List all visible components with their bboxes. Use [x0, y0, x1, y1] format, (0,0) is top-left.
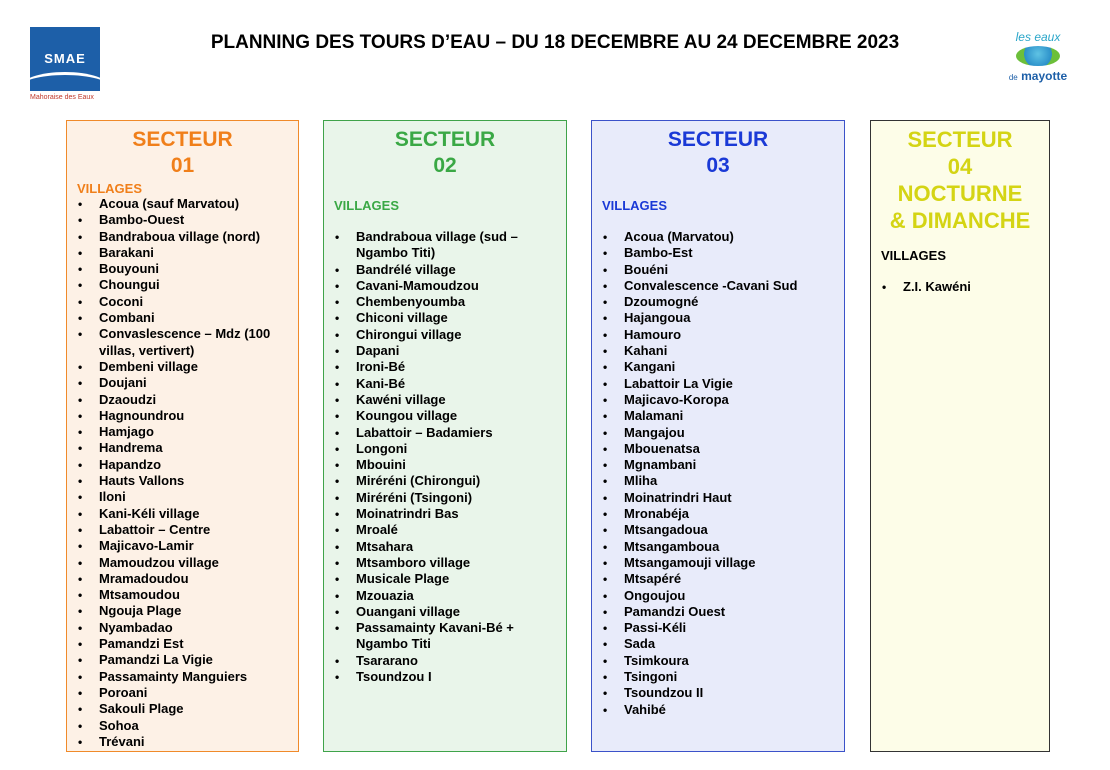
list-item: • Ironi-Bé	[324, 359, 566, 375]
sector-number: 03	[706, 154, 730, 177]
list-item: • Tsararano	[324, 653, 566, 669]
villages-label: VILLAGES	[881, 248, 947, 263]
list-item: • Mtsahara	[324, 539, 566, 555]
list-item: • Choungui	[67, 277, 298, 293]
list-item: • Passamainty Manguiers	[67, 669, 298, 685]
list-item: • Pamandzi La Vigie	[67, 652, 298, 668]
village-list	[592, 229, 844, 718]
list-item: • Bouéni	[592, 262, 844, 278]
logo-les-eaux-text: les eaux	[1015, 30, 1061, 44]
list-item: • Mangajou	[592, 425, 844, 441]
list-item: • Pamandzi Est	[67, 636, 298, 652]
list-item: • Mtsapéré	[592, 571, 844, 587]
sector-03-title	[592, 127, 844, 179]
list-item: • Dzaoudzi	[67, 392, 298, 408]
list-item: • Mtsamoudou	[67, 587, 298, 603]
list-item: • Chembenyoumba	[324, 294, 566, 310]
village-list	[871, 279, 1049, 295]
sector-01-panel	[66, 120, 299, 752]
list-item: • Doujani	[67, 375, 298, 391]
list-item: • Ongoujou	[592, 588, 844, 604]
list-item: • Bouyouni	[67, 261, 298, 277]
list-item: • Hapandzo	[67, 457, 298, 473]
sector-04-title	[871, 126, 1049, 234]
list-item: • Z.I. Kawéni	[871, 279, 1049, 295]
list-item: • Dapani	[324, 343, 566, 359]
list-item: • Poroani	[67, 685, 298, 701]
sector-title-line: SECTEUR	[907, 127, 1013, 152]
list-item: • Pamandzi Ouest	[592, 604, 844, 620]
list-item: • Mgnambani	[592, 457, 844, 473]
list-item: • Trévani	[67, 734, 298, 750]
sector-03-panel	[591, 120, 845, 752]
list-item: • Vahibé	[592, 702, 844, 718]
list-item: • Mliha	[592, 473, 844, 489]
list-item: • Mtsangamouji village	[592, 555, 844, 571]
list-item: • Bambo-Ouest	[67, 212, 298, 228]
list-item: • Hagnoundrou	[67, 408, 298, 424]
list-item: • Kani-Bé	[324, 376, 566, 392]
village-list	[324, 229, 566, 685]
list-item: • Tsimkoura	[592, 653, 844, 669]
list-item: • Moinatrindri Bas	[324, 506, 566, 522]
list-item: • Acoua (sauf Marvatou)	[67, 196, 298, 212]
list-item: • Miréréni (Tsingoni)	[324, 490, 566, 506]
list-item: • Cavani-Mamoudzou	[324, 278, 566, 294]
list-item: • Tsoundzou I	[324, 669, 566, 685]
list-item: • Ngouja Plage	[67, 603, 298, 619]
list-item: • Majicavo-Koropa	[592, 392, 844, 408]
list-item: • Convalescence -Cavani Sud	[592, 278, 844, 294]
list-item: • Mbouenatsa	[592, 441, 844, 457]
list-item: • Barakani	[67, 245, 298, 261]
list-item: • Bandraboua village (sud – Ngambo Titi)	[324, 229, 566, 262]
list-item: • Mroalé	[324, 522, 566, 538]
smae-logo-box	[30, 27, 100, 91]
list-item: • Nyambadao	[67, 620, 298, 636]
list-item: • Hauts Vallons	[67, 473, 298, 489]
list-item: • Kahani	[592, 343, 844, 359]
list-item: • Tsingoni	[592, 669, 844, 685]
list-item: • Hamjago	[67, 424, 298, 440]
list-item: • Labattoir – Badamiers	[324, 425, 566, 441]
village-list	[67, 196, 298, 750]
sector-subtitle-dimanche: & DIMANCHE	[889, 208, 1031, 233]
list-item: • Kangani	[592, 359, 844, 375]
list-item: • Handrema	[67, 440, 298, 456]
eaux-de-mayotte-logo	[1003, 30, 1073, 96]
sector-number: 01	[170, 154, 195, 177]
list-item: • Coconi	[67, 294, 298, 310]
list-item: • Labattoir La Vigie	[592, 376, 844, 392]
page-title: PLANNING DES TOURS D’EAU – DU 18 DECEMBRE AU 24 DECEMBRE 2023	[210, 32, 900, 53]
list-item: • Longoni	[324, 441, 566, 457]
list-item: • Kawéni village	[324, 392, 566, 408]
list-item: • Acoua (Marvatou)	[592, 229, 844, 245]
list-item: • Mzouazia	[324, 588, 566, 604]
list-item: • Convaslescence – Mdz (100 villas, vertivert)	[67, 326, 298, 359]
list-item: • Passamainty Kavani-Bé + Ngambo Titi	[324, 620, 566, 653]
list-item: • Iloni	[67, 489, 298, 505]
smae-logo	[30, 27, 102, 101]
list-item: • Tsoundzou II	[592, 685, 844, 701]
list-item: • Moinatrindri Haut	[592, 490, 844, 506]
list-item: • Dembeni village	[67, 359, 298, 375]
list-item: • Hajangoua	[592, 310, 844, 326]
logo-mayotte-word: mayotte	[1021, 69, 1068, 83]
list-item: • Miréréni (Chirongui)	[324, 473, 566, 489]
list-item: • Majicavo-Lamir	[67, 538, 298, 554]
list-item: • Sakouli Plage	[67, 701, 298, 717]
sector-title-line: SECTEUR	[132, 128, 233, 151]
villages-label: VILLAGES	[77, 181, 143, 196]
list-item: • Koungou village	[324, 408, 566, 424]
sector-02-panel	[323, 120, 567, 752]
sector-title-line: SECTEUR	[394, 128, 496, 151]
sector-04-panel	[870, 120, 1050, 752]
logo-mayotte-text	[1003, 69, 1073, 83]
list-item: • Mtsangamboua	[592, 539, 844, 555]
list-item: • Chiconi village	[324, 310, 566, 326]
list-item: • Bambo-Est	[592, 245, 844, 261]
logo-de-text: de	[1008, 73, 1018, 82]
list-item: • Ouangani village	[324, 604, 566, 620]
sector-number: 04	[947, 154, 973, 179]
sector-subtitle-nocturne: NOCTURNE	[897, 181, 1023, 206]
list-item: • Mtsamboro village	[324, 555, 566, 571]
list-item: • Musicale Plage	[324, 571, 566, 587]
sector-title-line: SECTEUR	[667, 128, 769, 151]
list-item: • Kani-Kéli village	[67, 506, 298, 522]
list-item: • Combani	[67, 310, 298, 326]
smae-logo-text: SMAE	[44, 51, 86, 66]
sector-number: 02	[433, 154, 457, 177]
list-item: • Mamoudzou village	[67, 555, 298, 571]
list-item: • Sada	[592, 636, 844, 652]
water-drop-icon	[1016, 46, 1060, 66]
list-item: • Mbouini	[324, 457, 566, 473]
list-item: • Malamani	[592, 408, 844, 424]
list-item: • Bandrélé village	[324, 262, 566, 278]
list-item: • Mramadoudou	[67, 571, 298, 587]
wave-icon	[30, 72, 100, 91]
list-item: • Mtsangadoua	[592, 522, 844, 538]
list-item: • Bandraboua village (nord)	[67, 229, 298, 245]
list-item: • Passi-Kéli	[592, 620, 844, 636]
sector-01-title	[67, 127, 298, 179]
sector-02-title	[324, 127, 566, 179]
list-item: • Mronabéja	[592, 506, 844, 522]
list-item: • Dzoumogné	[592, 294, 844, 310]
smae-logo-subtitle: Mahoraise des Eaux	[30, 94, 94, 101]
list-item: • Sohoa	[67, 718, 298, 734]
list-item: • Chirongui village	[324, 327, 566, 343]
list-item: • Hamouro	[592, 327, 844, 343]
villages-label: VILLAGES	[334, 198, 400, 213]
villages-label: VILLAGES	[602, 198, 668, 213]
list-item: • Labattoir – Centre	[67, 522, 298, 538]
